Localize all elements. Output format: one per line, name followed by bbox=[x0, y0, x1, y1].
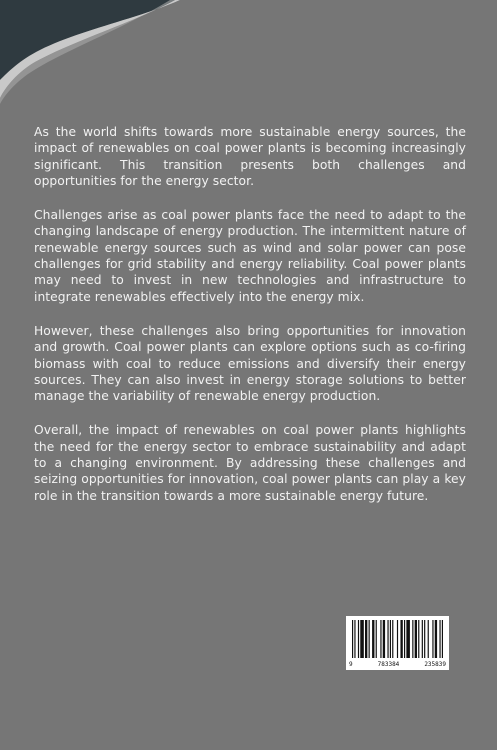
paragraph-opportunities: However, these challenges also bring opportunities for innovation and growth. Coal power plants can explore options such as co-firing biomass with coal to reduce emissions and diversify their energy sources. They can also invest in energy storage solutions to better manage the variability of renewable energy production. bbox=[34, 323, 466, 404]
barcode-bars bbox=[352, 620, 443, 658]
isbn-barcode bbox=[346, 616, 449, 670]
barcode-digits bbox=[346, 661, 449, 668]
barcode-lead-digit: 9 bbox=[349, 661, 353, 668]
paragraph-intro: As the world shifts towards more sustainable energy sources, the impact of renewables on coal power plants is becoming increasingly significant. This transition presents both challenges and opportunities for the energy sector. bbox=[34, 125, 466, 188]
paragraph-conclusion: Overall, the impact of renewables on coal power plants highlights the need for the energy sector to embrace sustainability and adapt to a changing environment. By addressing these challenges and seizing opportunities for innovation, coal power plants can play a key role in the transition towards a more sustainable energy future. bbox=[34, 423, 466, 503]
barcode-right-group: 235839 bbox=[424, 661, 446, 668]
barcode-left-group: 783384 bbox=[377, 661, 400, 668]
paragraph-challenges: Challenges arise as coal power plants face the need to adapt to the changing landscape of energy production. The intermittent nature of renewable energy sources such as wind and solar power can pose challenges for grid stability and energy reliability. Coal power plants may need to invest in new technologies and infrastructure to integrate renewables effectively into the energy mix. bbox=[34, 208, 466, 304]
decorative-corner-swoosh bbox=[0, 0, 200, 110]
back-cover-text bbox=[34, 124, 466, 522]
